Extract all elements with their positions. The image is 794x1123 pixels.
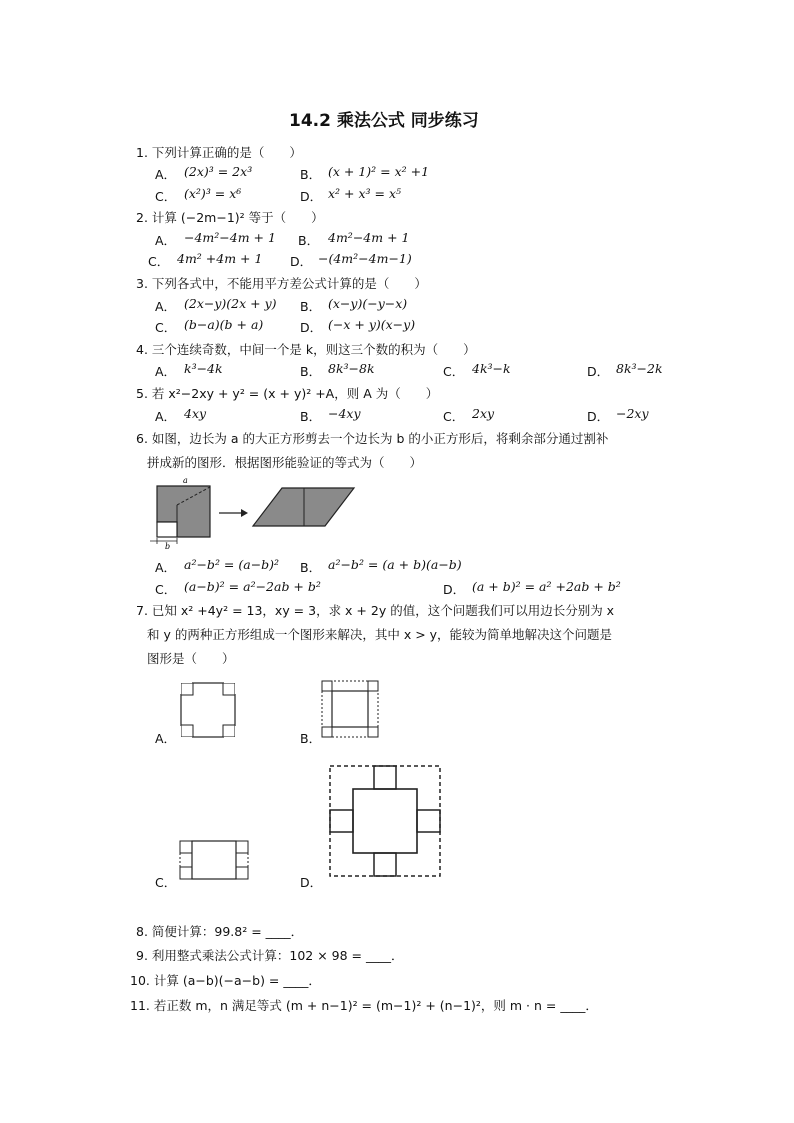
q4-option-b: 8k³−8k bbox=[328, 361, 375, 376]
q7-option-b-label: B． bbox=[300, 731, 322, 746]
q6-label-b: b bbox=[165, 542, 171, 551]
q2-stem: 2. 计算 (−2m−1)² 等于（ ） bbox=[136, 210, 324, 225]
q6-label-a: a bbox=[183, 476, 188, 485]
q6-stem-line1: 6. 如图，边长为 a 的大正方形剪去一个边长为 b 的小正方形后，将剩余部分通过割补 bbox=[136, 431, 609, 446]
q4-option-c-label: C． bbox=[443, 364, 465, 379]
q1-option-d: x² + x³ = x⁵ bbox=[328, 186, 402, 201]
q3-option-d-label: D． bbox=[300, 320, 323, 335]
q7-figure-d bbox=[328, 764, 442, 878]
q2-option-c: 4m² +4m + 1 bbox=[177, 251, 263, 266]
q7-figure-a bbox=[180, 682, 236, 738]
q7-figure-c bbox=[179, 838, 249, 882]
q7-stem-line3: 图形是（ ） bbox=[147, 651, 235, 666]
q2-option-a-label: A． bbox=[155, 233, 177, 248]
q4-stem: 4. 三个连续奇数，中间一个是 k，则这三个数的积为（ ） bbox=[136, 342, 476, 357]
q6-option-a-label: A． bbox=[155, 560, 177, 575]
q1-option-b-label: B． bbox=[300, 167, 322, 182]
q4-option-d-label: D． bbox=[587, 364, 610, 379]
q6-stem-line2: 拼成新的图形．根据图形能验证的等式为（ ） bbox=[147, 455, 423, 470]
q3-option-b-label: B． bbox=[300, 299, 322, 314]
q5-option-c: 2xy bbox=[472, 406, 495, 421]
q10-text: 10. 计算 (a−b)(−a−b) = ____． bbox=[130, 973, 321, 988]
q1-option-b: (x + 1)² = x² +1 bbox=[328, 164, 430, 179]
q3-option-a: (2x−y)(2x + y) bbox=[184, 296, 277, 311]
q1-option-c-label: C． bbox=[155, 189, 177, 204]
q6-option-b-label: B． bbox=[300, 560, 322, 575]
q7-stem-line2: 和 y 的两种正方形组成一个图形来解决，其中 x > y，能较为简单地解决这个问题是 bbox=[147, 627, 613, 642]
q3-option-c: (b−a)(b + a) bbox=[184, 317, 264, 332]
q3-option-c-label: C． bbox=[155, 320, 177, 335]
q11-text: 11. 若正数 m，n 满足等式 (m + n−1)² = (m−1)² + (n−1)²，则 m · n = ____． bbox=[130, 998, 598, 1013]
q6-small-square bbox=[157, 522, 177, 537]
q5-option-d: −2xy bbox=[616, 406, 649, 421]
q4-option-a: k³−4k bbox=[184, 361, 223, 376]
q5-option-d-label: D． bbox=[587, 409, 610, 424]
q4-option-a-label: A． bbox=[155, 364, 177, 379]
q4-option-b-label: B． bbox=[300, 364, 322, 379]
q2-option-b: 4m²−4m + 1 bbox=[328, 230, 410, 245]
q2-option-a: −4m²−4m + 1 bbox=[184, 230, 276, 245]
q6-option-d: (a + b)² = a² +2ab + b² bbox=[472, 579, 621, 594]
q3-option-b: (x−y)(−y−x) bbox=[328, 296, 408, 311]
q5-option-a-label: A． bbox=[155, 409, 177, 424]
q2-option-b-label: B． bbox=[298, 233, 320, 248]
q1-option-d-label: D． bbox=[300, 189, 323, 204]
q8-text: 8. 简便计算：99.8² = ____． bbox=[136, 924, 304, 939]
page-title: 14.2 乘法公式 同步练习 bbox=[289, 111, 479, 131]
q9-text: 9. 利用整式乘法公式计算：102 × 98 = ____． bbox=[136, 948, 404, 963]
q5-option-b: −4xy bbox=[328, 406, 361, 421]
q5-stem: 5. 若 x²−2xy + y² = (x + y)² +A，则 A 为（ ） bbox=[136, 386, 439, 401]
q6-option-a: a²−b² = (a−b)² bbox=[184, 557, 280, 572]
q7-option-d-label: D． bbox=[300, 875, 323, 890]
q7-option-c-label: C． bbox=[155, 875, 177, 890]
q1-option-c: (x²)³ = x⁶ bbox=[184, 186, 242, 201]
q7-figure-b bbox=[321, 680, 379, 738]
q3-option-d: (−x + y)(x−y) bbox=[328, 317, 416, 332]
q2-option-c-label: C． bbox=[148, 254, 170, 269]
q6-option-c-label: C． bbox=[155, 582, 177, 597]
q6-option-c: (a−b)² = a²−2ab + b² bbox=[184, 579, 321, 594]
q3-option-a-label: A． bbox=[155, 299, 177, 314]
q4-option-c: 4k³−k bbox=[472, 361, 511, 376]
q5-option-a: 4xy bbox=[184, 406, 207, 421]
q2-option-d: −(4m²−4m−1) bbox=[318, 251, 412, 266]
q1-option-a-label: A． bbox=[155, 167, 177, 182]
q6-option-d-label: D． bbox=[443, 582, 466, 597]
q7-option-a-label: A． bbox=[155, 731, 177, 746]
q3-stem: 3. 下列各式中，不能用平方差公式计算的是（ ） bbox=[136, 276, 427, 291]
q7-stem-line1: 7. 已知 x² +4y² = 13，xy = 3，求 x + 2y 的值，这个问题我们可以用边长分别为 x bbox=[136, 603, 615, 618]
q1-stem: 1. 下列计算正确的是（ ） bbox=[136, 145, 302, 160]
q5-option-c-label: C． bbox=[443, 409, 465, 424]
q2-option-d-label: D． bbox=[290, 254, 313, 269]
q5-option-b-label: B． bbox=[300, 409, 322, 424]
q6-option-b: a²−b² = (a + b)(a−b) bbox=[328, 557, 462, 572]
q6-figure bbox=[145, 475, 365, 550]
q4-option-d: 8k³−2k bbox=[616, 361, 663, 376]
q1-option-a: (2x)³ = 2x³ bbox=[184, 164, 253, 179]
